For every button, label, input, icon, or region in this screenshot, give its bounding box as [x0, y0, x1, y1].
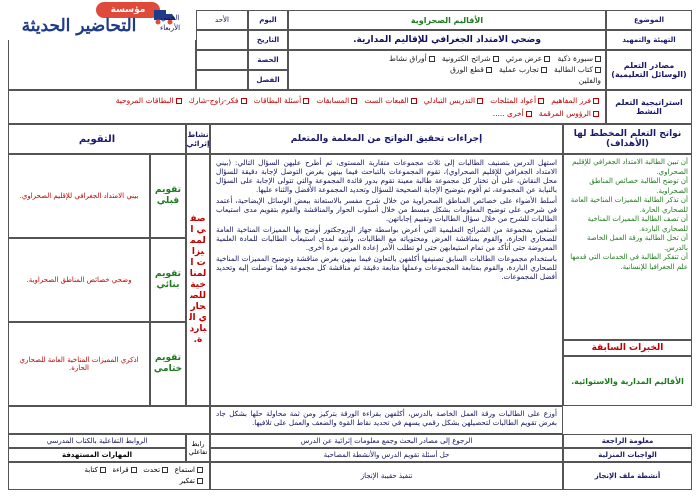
day-value: الأحد	[196, 10, 248, 30]
procedure-step: باستخدام مجموعات الطالبات السابق تصنيفها أكلفهن بالتعاون فيما بينهن بغرض مناقشة وتوضيح المميزات المناخية للصحاري الباردة، والقوم بمتابعة المجموعات وعملها متابعة دقيقة ثم مناقشة كل مجموعة فيما توصلت إليه وتحديد أفضل المجموعات.	[216, 254, 557, 281]
strategy-item[interactable]: القبعات الست	[364, 96, 416, 105]
prior-label: الخبرات السابقة	[563, 340, 692, 356]
procedures-header: إجراءات تحقيق النواتج من المعلمة والمتعلم	[210, 124, 563, 154]
outcome-item: أن تبين الطالبة الامتداد الجغرافي للإقليم الصحراوي.	[572, 158, 688, 176]
strategy-item[interactable]: فكر-زاوج-شارك	[189, 96, 247, 105]
source-item[interactable]: سبورة ذكية	[557, 54, 601, 63]
procedure-final: أوزع على الطالبات ورقة العمل الخاصة بالدرس، أكلفهن بقراءة الورقة بتركيز ومن ثمة محاولة حلها بشكل جاد بغرض تقويم الطالبات لتحصيلهن بشكل رقمي يسهم في تحديد نقاط القوة والضعف والعمل على تلافيها.	[210, 406, 563, 434]
skills-options	[8, 462, 210, 490]
strategies-items	[8, 90, 606, 124]
source-item[interactable]: قطع الورق	[450, 65, 492, 74]
period-value	[196, 50, 248, 70]
period-label: الحصة	[248, 50, 288, 70]
date-label: التاريخ	[248, 30, 288, 50]
outcome-item: أن توضح الطالبة خصائص المناطق الصحراوية.	[589, 177, 688, 195]
source-item[interactable]: كتاب الطالبة	[554, 65, 601, 74]
eval-final-value: اذكري المميزات المناخية العامة للصحاري الحارة.	[8, 322, 150, 406]
sources-items	[288, 50, 606, 90]
skill-option[interactable]: كتابة	[85, 466, 106, 474]
day-label: اليوم	[248, 10, 288, 30]
eval-formative-value: وضحي خصائص المناطق الصحراوية.	[8, 238, 150, 322]
source-item: والفلين	[578, 76, 601, 85]
source-item[interactable]: عرض مرئي	[506, 54, 551, 63]
logo-title: التحاضير الحديثة	[21, 16, 137, 36]
topic-value: الأقاليم الصحراوية	[288, 10, 606, 30]
homework-value: حل أسئلة تقويم الدرس والأنشطة المصاحبة	[210, 448, 563, 462]
activity-text: صفي المميزات المناخية للصحاري الباردة.	[186, 154, 210, 406]
intro-label: التهيئة والتمهيد	[606, 30, 692, 50]
source-item[interactable]: أوراق نشاط	[389, 54, 435, 63]
outcome-item: أن تصف الطالبة المميزات المناخية للصحاري الباردة.	[587, 215, 688, 233]
strategy-item[interactable]: أسئلة البطاقات	[254, 96, 310, 105]
sources-label: مصادر التعلم (الوسائل التعليمية)	[606, 50, 692, 90]
portfolio-label: أنشطة ملف الإنجاز	[563, 462, 692, 490]
date-value	[196, 30, 248, 50]
strategy-item[interactable]: التدريس التبادلي	[424, 96, 483, 105]
skill-option[interactable]: تحدث	[143, 466, 168, 474]
teacher-label: معلومة الراجعة	[563, 434, 692, 448]
eval-formative-label: تقويم بنائي	[150, 238, 186, 322]
source-item[interactable]: شرائح الكترونية	[442, 54, 499, 63]
strategy-item[interactable]: الرؤوس المرقمة	[539, 109, 599, 118]
day2-value: الخمي	[160, 14, 180, 22]
evaluation-header: التقويم	[8, 124, 186, 154]
class-label: الفصل	[248, 70, 288, 90]
skills-label: المهارات المستهدفة	[8, 448, 186, 462]
strategy-item[interactable]: أخرى .....	[493, 109, 532, 118]
strategy-item[interactable]: أعواد المثلجات	[490, 96, 544, 105]
outcome-item: أن تحل الطالبة ورقة العمل الخاصة بالدرس.	[586, 234, 688, 252]
outcome-item: أن تتفكر الطالبة في الخدمات التي قدمها علم الجغرافيا للإنسانية.	[570, 253, 688, 271]
activity-header: نشاط إثرائي	[186, 124, 210, 154]
skill-option[interactable]: قراءة	[112, 466, 136, 474]
link-value[interactable]: الروابط التفاعلية بالكتاب المدرسي	[8, 434, 186, 448]
procedure-step: أستعين بمجموعة من الشرائح التعليمية التي أعرض بواسطة جهاز البروجكتور أوضح بها المميزات المناخية العامة للصحاري الحارة، والقوم بمناقشة العرض ومحتوياته مع الطالبات، وأنتبه لمدى استيعاب الطالبات للمادة العلمية المعروضة حتى أتأكد من تمام استيعابهن حتى لو تطلب الأمر إعادة العرض مرة أخرى.	[216, 225, 557, 252]
eval-blank	[8, 406, 210, 434]
strategies-label: استراتيجية التعلم النشط	[606, 90, 692, 124]
eval-final-label: تقويم ختامي	[150, 322, 186, 406]
portfolio-value: تنفيذ حقيبة الإنجاز	[210, 462, 563, 490]
eval-pre-value: بيني الامتداد الجغرافي للإقليم الصحراوي.	[8, 154, 150, 238]
homework-label: الواجبات المنزلية	[563, 448, 692, 462]
date2-label: الأربعاء	[159, 24, 181, 32]
source-item[interactable]: تجارب عملية	[499, 65, 547, 74]
procedure-step: أسلط الأضواء على خصائص المناطق الصحراوية من خلال شرح مفسر بالاستعانة ببعض الوسائل الإيضاحية، أعتمد في شرحي على توضيح المعلومات بشكل مبسط من خلال أسلوب الحوار والمناقشة والقوم بتقويم مدى استيعاب الطالبات للشرح من خلال سؤال الطالبات وتقييم إجاباتهن.	[216, 196, 557, 223]
strategy-item[interactable]: البطاقات المروحية	[116, 96, 182, 105]
logo-bubble: مؤسسة	[96, 2, 160, 18]
topic-label: الموضوع	[606, 10, 692, 30]
strategy-item[interactable]: فرز المفاهيم	[551, 96, 599, 105]
teacher-value: الرجوع إلى مصادر البحث وجمع معلومات إثرائية عن الدرس	[210, 434, 563, 448]
procedure-step: استهل الدرس بتصنيف الطالبات إلى ثلاث مجموعات متقاربة المستوى، ثم أطرح عليهن السؤال التالي: (بيني الامتداد الجغرافي للإقليم الصحراوي)، تقوم المجموعات بالتباحث فيما بينهن بغرض التوصل لإجابة دقيقة للسؤال محل النقاش، على أن تختار كل مجموعة طالبة معينة تقوم بدور قائدة المجموعة والتي تتولى الإجابة على السؤال بالنيابة عن المجموعة، ثم أقوم بتوضيح الإجابة الصحيحة للسؤال وتحديد المجموعة الأفضل والثناء عليها.	[216, 158, 557, 194]
skill-option[interactable]: تفكير	[180, 477, 203, 485]
outcomes-list	[563, 154, 692, 340]
link-label: رابط تفاعلي	[186, 434, 210, 462]
eval-pre-label: تقويم قبلي	[150, 154, 186, 238]
outcomes-header: نواتج التعلم المخطط لها (الأهداف)	[563, 124, 692, 154]
procedures-list	[210, 154, 563, 406]
strategy-item[interactable]: المسابقات	[316, 96, 357, 105]
blank-header-cells	[8, 40, 196, 90]
outcome-item: أن تذكر الطالبة المميزات المناخية العامة للصحاري الحارة.	[570, 196, 688, 214]
skill-option[interactable]: استماع	[175, 466, 203, 474]
class-value	[196, 70, 248, 90]
prior-value: الأقاليم المدارية والاستوائية.	[563, 356, 692, 406]
intro-value: وضحي الامتداد الجغرافي للإقاليم المدارية.	[288, 30, 606, 50]
